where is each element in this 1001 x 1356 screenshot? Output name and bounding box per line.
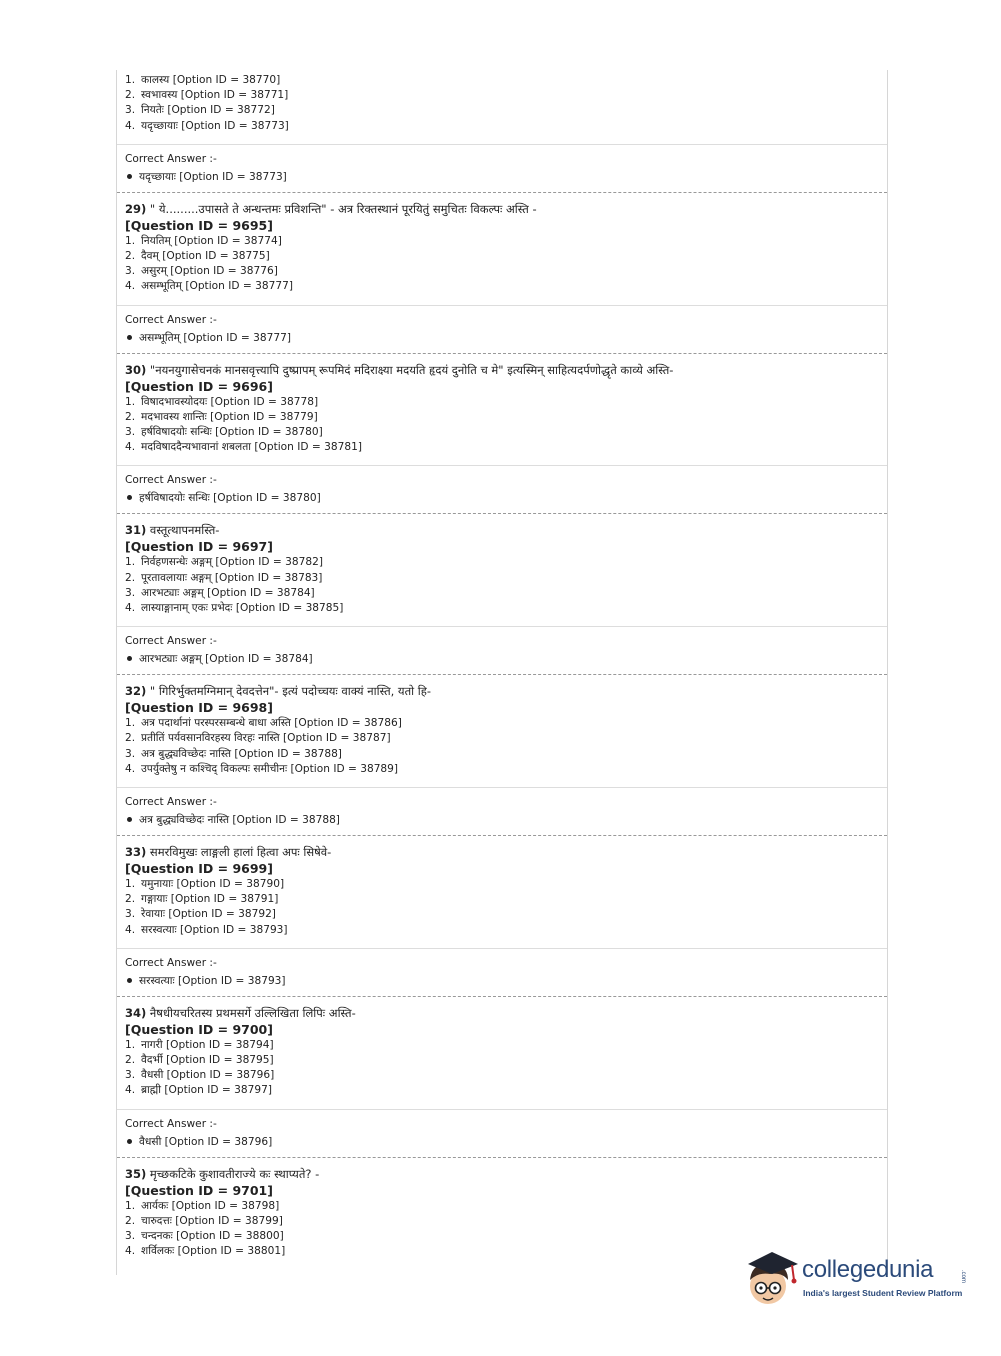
question-text: 34) नैषधीयचरितस्य प्रथमसर्गे उल्लिखिता लिपिः अस्ति- — [125, 1005, 356, 1020]
bullet-icon — [127, 656, 132, 661]
question-text: 32) " गिरिर्भुक्तमग्निमान् देवदत्तेन"- इत्यं पदोच्चयः वाक्यं नास्ति, यतो हि- — [125, 684, 432, 699]
option-item: 4. असम्भूतिम् [Option ID = 38777] — [125, 280, 293, 293]
question-id: [Question ID = 9697] — [125, 539, 273, 555]
question-block — [117, 1005, 887, 1158]
correct-answer: आरभट्याः अङ्गम् [Option ID = 38784] — [125, 652, 887, 667]
option-item: 1. विषादभावस्योदयः [Option ID = 38778] — [125, 395, 319, 408]
correct-answer-label: Correct Answer :- — [125, 796, 217, 809]
question-id: [Question ID = 9701] — [125, 1182, 273, 1198]
option-item: 3. चन्दनकः [Option ID = 38800] — [125, 1230, 284, 1243]
options-list — [125, 1038, 887, 1099]
divider — [117, 835, 887, 836]
option-item: 2. दैवम् [Option ID = 38775] — [125, 250, 270, 263]
option-item: 3. असुरम् [Option ID = 38776] — [125, 265, 278, 278]
correct-answer: वैधसी [Option ID = 38796] — [125, 1135, 887, 1150]
question-block — [117, 522, 887, 675]
divider — [117, 1157, 887, 1158]
mascot-icon — [742, 1250, 800, 1310]
option-item: 4. मदविषाददैन्यभावानां शबलता [Option ID = 38781] — [125, 441, 362, 454]
option-item: 3. नियतेः [Option ID = 38772] — [125, 104, 275, 117]
divider — [117, 353, 887, 354]
correct-answer-label: Correct Answer :- — [125, 152, 217, 165]
correct-answer: यदृच्छायाः [Option ID = 38773] — [125, 170, 887, 185]
bullet-icon — [127, 335, 132, 340]
correct-answer-block — [117, 305, 887, 346]
question-text: 33) समरविमुखः लाङ्गली हालां हित्वा अपः सिषेवे- — [125, 845, 332, 860]
option-item: 1. निर्वहणसन्धेः अङ्गम् [Option ID = 38782] — [125, 556, 324, 569]
correct-answer-block — [117, 626, 887, 667]
bullet-icon — [127, 495, 132, 500]
option-item: 2. पूरतावलायाः अङ्गम् [Option ID = 38783] — [125, 571, 323, 584]
question-block — [117, 362, 887, 515]
question-text: 35) मृच्छकटिके कुशावतीराज्ये कः स्थाप्यते? - — [125, 1166, 320, 1181]
correct-answer-label: Correct Answer :- — [125, 1117, 217, 1130]
option-item: 2. गङ्गायाः [Option ID = 38791] — [125, 893, 279, 906]
option-item: 1. नियतिम् [Option ID = 38774] — [125, 234, 282, 247]
divider — [117, 513, 887, 514]
brand-domain: .com — [960, 1270, 966, 1284]
option-item: 2. स्वभावस्य [Option ID = 38771] — [125, 89, 289, 102]
bullet-icon — [127, 817, 132, 822]
bullet-icon — [127, 174, 132, 179]
correct-answer-block — [117, 1109, 887, 1150]
options-list — [125, 73, 887, 134]
divider — [117, 996, 887, 997]
option-item: 2. मदभावस्य शान्तिः [Option ID = 38779] — [125, 410, 318, 423]
question-text: 30) "नयनयुगासेचनकं मानसवृत्त्यापि दुष्प्रापम् रूपमिदं मदिराक्ष्या मदयति हृदयं दुनोति च मे" इत्यस्मिन् साहित्यदर्पणोद्धृते काव्ये अस्ति- — [125, 362, 674, 377]
options-list — [125, 395, 887, 456]
divider — [117, 674, 887, 675]
option-item: 1. कालस्य [Option ID = 38770] — [125, 74, 281, 86]
brand-name: collegedunia — [802, 1256, 934, 1283]
option-item: 1. आर्यकः [Option ID = 38798] — [125, 1199, 280, 1212]
question-paper-page — [116, 70, 888, 1275]
option-item: 3. रेवायाः [Option ID = 38792] — [125, 908, 276, 921]
option-item: 4. ब्राह्मी [Option ID = 38797] — [125, 1084, 272, 1097]
option-item: 2. वैदर्भी [Option ID = 38795] — [125, 1054, 274, 1067]
correct-answer: सरस्वत्याः [Option ID = 38793] — [125, 974, 887, 989]
question-id: [Question ID = 9699] — [125, 861, 273, 877]
option-item: 2. चारुदत्तः [Option ID = 38799] — [125, 1214, 283, 1227]
collegedunia-logo[interactable] — [742, 1250, 972, 1310]
options-list — [125, 234, 887, 295]
option-item: 1. यमुनायाः [Option ID = 38790] — [125, 878, 285, 891]
option-item: 4. सरस्वत्याः [Option ID = 38793] — [125, 923, 288, 936]
bullet-icon — [127, 978, 132, 983]
question-text: 29) " ये.........उपासते ते अन्धन्तमः प्रविशन्ति" - अत्र रिक्तस्थानं पूरयितुं समुचितः विकल्पः अस्ति - — [125, 201, 537, 216]
question-id: [Question ID = 9700] — [125, 1021, 273, 1037]
correct-answer-block — [117, 787, 887, 828]
correct-answer-label: Correct Answer :- — [125, 474, 217, 487]
option-item: 3. आरभट्याः अङ्गम् [Option ID = 38784] — [125, 586, 315, 599]
option-item: 4. शर्विलकः [Option ID = 38801] — [125, 1245, 286, 1258]
question-block — [117, 683, 887, 836]
correct-answer-label: Correct Answer :- — [125, 635, 217, 648]
question-id: [Question ID = 9698] — [125, 700, 273, 716]
brand-tagline: India's largest Student Review Platform — [803, 1288, 963, 1298]
question-block — [117, 201, 887, 354]
correct-answer-label: Correct Answer :- — [125, 313, 217, 326]
option-item: 4. उपर्युक्तेषु न कश्चिद् विकल्पः समीचीनः [Option ID = 38789] — [125, 762, 399, 775]
correct-answer-label: Correct Answer :- — [125, 956, 217, 969]
correct-answer: हर्षविषादयोः सन्धिः [Option ID = 38780] — [125, 491, 887, 506]
question-block — [117, 844, 887, 997]
options-list — [125, 716, 887, 777]
correct-answer-block — [117, 144, 887, 185]
correct-answer: अत्र बुद्ध्यविच्छेदः नास्ति [Option ID = 38788] — [125, 813, 887, 828]
question-block — [117, 1166, 887, 1260]
correct-answer-block — [117, 948, 887, 989]
question-id: [Question ID = 9695] — [125, 217, 273, 233]
option-item: 3. वैधसी [Option ID = 38796] — [125, 1069, 275, 1082]
correct-answer-block — [117, 465, 887, 506]
option-item: 3. अत्र बुद्ध्यविच्छेदः नास्ति [Option ID = 38788] — [125, 747, 342, 760]
correct-answer: असम्भूतिम् [Option ID = 38777] — [125, 331, 887, 346]
prev-question-block — [117, 70, 887, 193]
option-item: 1. अत्र पदार्थानां परस्परसम्बन्धे बाधा अस्ति [Option ID = 38786] — [125, 717, 402, 730]
divider — [117, 192, 887, 193]
option-item: 3. हर्षविषादयोः सन्धिः [Option ID = 38780] — [125, 426, 323, 439]
question-id: [Question ID = 9696] — [125, 378, 273, 394]
option-item: 1. नागरी [Option ID = 38794] — [125, 1038, 274, 1051]
question-text: 31) वस्तूत्थापनमस्ति- — [125, 523, 220, 538]
options-list — [125, 877, 887, 938]
options-list — [125, 555, 887, 616]
bullet-icon — [127, 1139, 132, 1144]
option-item: 4. लास्याङ्गानाम् एकः प्रभेदः [Option ID = 38785] — [125, 602, 344, 615]
option-item: 2. प्रतीतिं पर्यवसानविरहस्य विरहः नास्ति [Option ID = 38787] — [125, 732, 391, 745]
option-item: 4. यदृच्छायाः [Option ID = 38773] — [125, 119, 289, 132]
